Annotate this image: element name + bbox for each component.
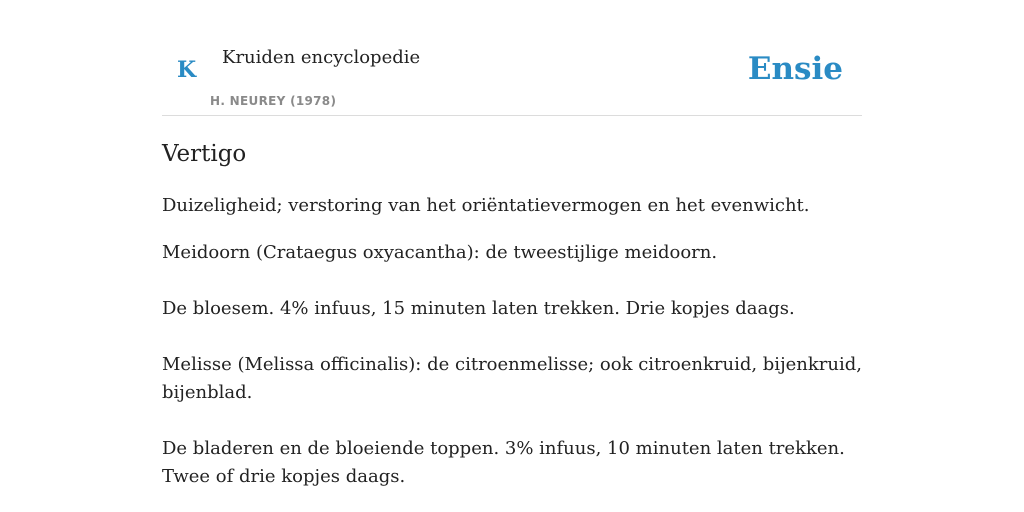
entry-title: Vertigo <box>162 141 247 167</box>
book-header <box>162 0 862 116</box>
ensie-logo[interactable]: Ensie <box>747 51 843 87</box>
entry-paragraph: Melisse (Melissa officinalis): de citroenmelisse; ook citroenkruid, bijenkruid, bijenblad. <box>162 354 862 403</box>
entry-paragraph: De bloesem. 4% infuus, 15 minuten laten trekken. Drie kopjes daags. <box>162 298 795 319</box>
book-title-link[interactable]: Kruiden encyclopedie <box>222 47 421 68</box>
entry-body <box>162 239 862 512</box>
book-logo[interactable]: K <box>177 57 197 83</box>
entry-paragraph: De bladeren en de bloeiende toppen. 3% infuus, 10 minuten laten trekken. Twee of drie kopjes daags. <box>162 438 845 487</box>
page-container <box>162 0 862 487</box>
book-author: H. NEUREY (1978) <box>210 94 337 108</box>
entry-definition: Duizeligheid; verstoring van het oriëntatievermogen en het evenwicht. <box>162 195 810 216</box>
entry-paragraph: Meidoorn (Crataegus oxyacantha): de tweestijlige meidoorn. <box>162 242 718 263</box>
